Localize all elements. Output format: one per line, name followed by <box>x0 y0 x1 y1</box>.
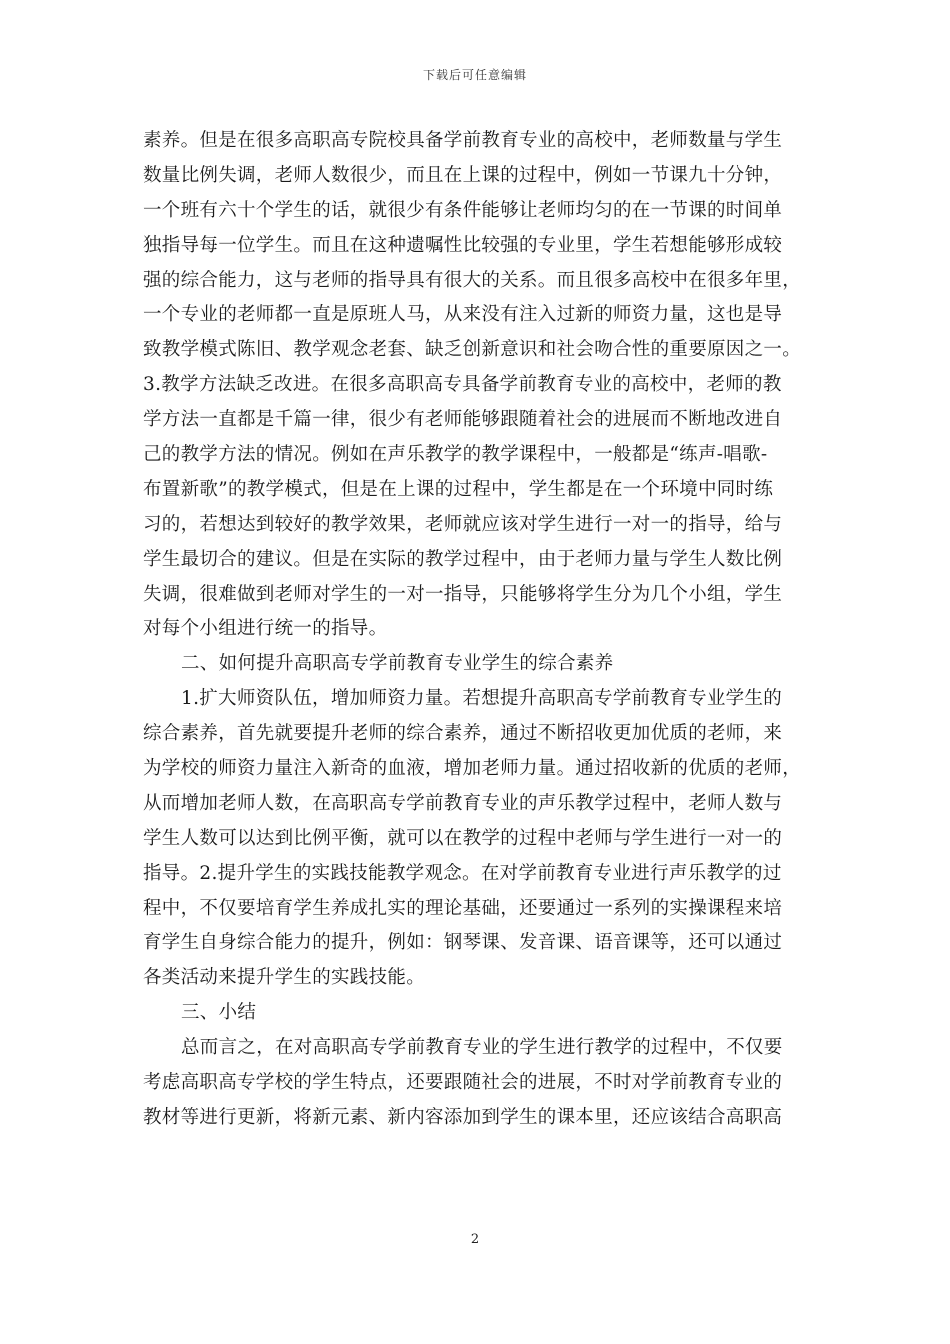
text-line: 对每个小组进行统一的指导。 <box>143 618 388 640</box>
text-line: 综合素养，首先就要提升老师的综合素养，通过不断招收更加优质的老师，来 <box>143 723 783 745</box>
text-line: 数量比例失调，老师人数很少，而且在上课的过程中，例如一节课九十分钟， <box>143 164 783 186</box>
text-line: 学方法一直都是千篇一律，很少有老师能够跟随着社会的进展而不断地改进自 <box>143 409 783 431</box>
text-line: 布置新歌”的教学模式，但是在上课的过程中，学生都是在一个环境中同时练 <box>143 478 774 500</box>
text-line: 育学生自身综合能力的提升，例如：钢琴课、发音课、语音课等，还可以通过 <box>143 932 783 954</box>
text-line: 一个专业的老师都一直是原班人马，从来没有注入过新的师资力量，这也是导 <box>143 304 783 326</box>
page-number: 2 <box>470 1232 480 1247</box>
text-line: 指导。2.提升学生的实践技能教学观念。在对学前教育专业进行声乐教学的过 <box>143 862 782 884</box>
text-line: 从而增加老师人数，在高职高专学前教育专业的声乐教学过程中，老师人数与 <box>143 792 783 814</box>
text-line: 3.教学方法缺乏改进。在很多高职高专具备学前教育专业的高校中，老师的教 <box>143 374 782 396</box>
text-line: 学生最切合的建议。但是在实际的教学过程中，由于老师力量与学生人数比例 <box>143 548 783 570</box>
text-line: 考虑高职高专学校的学生特点，还要跟随社会的进展，不时对学前教育专业的 <box>143 1072 783 1094</box>
text-line: 己的教学方法的情况。例如在声乐教学的教学课程中，一般都是“练声-唱歌- <box>143 444 768 466</box>
text-line: 教材等进行更新，将新元素、新内容添加到学生的课本里，还应该结合高职高 <box>143 1106 783 1128</box>
text-line: 独指导每一位学生。而且在这种遗嘱性比较强的专业里，学生若想能够形成较 <box>143 234 783 256</box>
document-body <box>143 124 811 1136</box>
text-line: 学生人数可以达到比例平衡，就可以在教学的过程中老师与学生进行一对一的 <box>143 827 783 849</box>
text-line: 失调，很难做到老师对学生的一对一指导，只能够将学生分为几个小组，学生 <box>143 583 783 605</box>
page-header: 下载后可任意编辑 <box>422 68 527 82</box>
text-line: 为学校的师资力量注入新奇的血液，增加老师力量。通过招收新的优质的老师， <box>143 758 802 780</box>
text-line: 总而言之，在对高职高专学前教育专业的学生进行教学的过程中，不仅要 <box>181 1037 783 1059</box>
text-line: 1.扩大师资队伍，增加师资力量。若想提升高职高专学前教育专业学生的 <box>181 688 783 710</box>
text-line: 习的，若想达到较好的教学效果，老师就应该对学生进行一对一的指导，给与 <box>143 513 783 535</box>
text-line: 致教学模式陈旧、教学观念老套、缺乏创新意识和社会吻合性的重要原因之一。 <box>143 339 802 361</box>
text-line: 程中，不仅要培育学生养成扎实的理论基础，还要通过一系列的实操课程来培 <box>143 897 783 919</box>
text-line: 一个班有六十个学生的话，就很少有条件能够让老师均匀的在一节课的时间单 <box>143 199 783 221</box>
text-line: 强的综合能力，这与老师的指导具有很大的关系。而且很多高校中在很多年里， <box>143 269 802 291</box>
section-heading: 三、小结 <box>181 1002 257 1024</box>
text-line: 各类活动来提升学生的实践技能。 <box>143 967 426 989</box>
text-line: 素养。但是在很多高职高专院校具备学前教育专业的高校中，老师数量与学生 <box>143 130 783 151</box>
section-heading: 二、如何提升高职高专学前教育专业学生的综合素养 <box>181 653 614 675</box>
